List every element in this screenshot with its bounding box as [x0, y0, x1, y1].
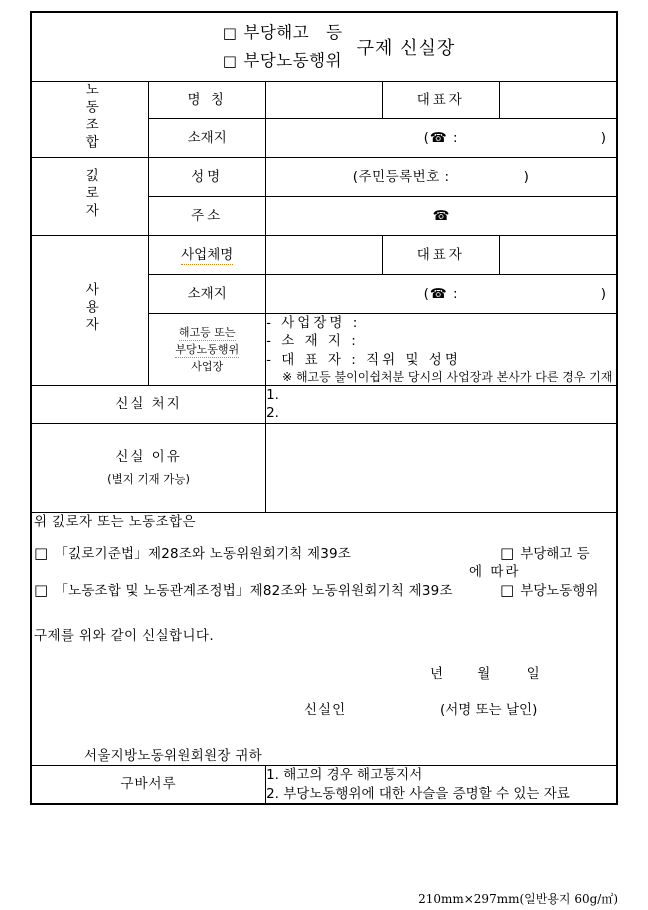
telephone-icon: ☎ [429, 130, 448, 147]
field-label-worker-name: 성명 [149, 158, 266, 197]
party-label-employer: 사용자 [32, 236, 149, 386]
declaration-option-label: 부당해고 등 [520, 545, 590, 562]
worksite-line-address: - 소 재 지 : [266, 333, 359, 350]
date-day-label: 일 [526, 665, 541, 682]
reason-row [32, 423, 616, 512]
paren-open: ( [423, 130, 430, 147]
party-label-worker: 긼로자 [32, 158, 149, 236]
section-label-purpose: 신실 처지 [32, 386, 266, 423]
law-reference-group [32, 543, 616, 617]
party-label-union: 노동조합 [32, 82, 149, 158]
declaration-row [32, 512, 616, 766]
section-label-reason [32, 423, 266, 512]
signature-or-seal-note[interactable]: (서명 또는 날인) [440, 702, 538, 719]
field-value-union-representative[interactable] [499, 82, 616, 119]
field-value-employer-worksite[interactable] [266, 314, 616, 386]
worksite-line-name: - 사업장명 : [266, 315, 361, 332]
purpose-row [32, 386, 616, 423]
paren-open: ( [423, 286, 430, 303]
purpose-item: 2. [266, 405, 279, 422]
checkbox-unchecked-icon[interactable]: □ [500, 543, 515, 562]
addressee-line: 서울지방노동위원회원장 귀하 [84, 748, 263, 765]
title-option-unfair-dismissal[interactable] [223, 22, 343, 44]
checkbox-unchecked-icon[interactable]: □ [34, 580, 49, 599]
title-option-group [223, 22, 343, 72]
resident-number-label: (주민등록번호 : [352, 169, 450, 186]
attachments-row [32, 766, 616, 803]
title-option-unfair-labor-practice[interactable] [223, 50, 343, 72]
union-name-row [32, 82, 616, 119]
section-value-reason[interactable] [266, 423, 616, 512]
employer-business-name-row [32, 236, 616, 275]
paper-size-note: 210mm×297mm(일반용지 60g/㎡) [418, 892, 618, 906]
title-option-label: 부당해고 등 [243, 23, 343, 43]
page-title: 구제 신실장 [356, 37, 456, 59]
worksite-label-line: 사업장 [191, 360, 224, 374]
field-label-worker-address: 주소 [149, 197, 266, 236]
worker-name-row [32, 158, 616, 197]
declaration-closing-text: 구제를 위와 같이 신실합니다. [34, 627, 215, 644]
field-value-employer-representative[interactable] [499, 236, 616, 275]
field-value-union-name[interactable] [266, 82, 383, 119]
reason-label-main: 신실 이유 [115, 448, 182, 465]
field-value-employer-address[interactable] [266, 275, 616, 314]
applicant-label: 신실인 [304, 702, 347, 719]
law-reference-text: 「노동조합 및 노동관계조정법」제82조와 노동위원회기칙 제39조 [54, 582, 453, 599]
worksite-note: ※ 해고등 불이이쉽처분 당시의 사업장과 본사가 다른 경우 기재 [282, 369, 613, 384]
date-line[interactable] [32, 665, 616, 683]
section-value-purpose[interactable] [266, 386, 616, 423]
field-label-employer-representative: 대표자 [382, 236, 499, 275]
field-value-worker-name[interactable] [266, 158, 616, 197]
declaration-block [32, 512, 616, 766]
colon: : [452, 286, 459, 303]
law-reference-text: 「긼로기준법」제28조와 노동위원회기칙 제39조 [54, 545, 352, 562]
checkbox-unchecked-icon[interactable]: □ [222, 51, 238, 70]
declaration-lead-text: 위 긼로자 또는 노동조합은 [34, 513, 196, 530]
section-label-attachments: 구바서루 [32, 766, 266, 803]
field-label-employer-business-name [149, 236, 266, 275]
declaration-option-label: 부당노동행위 [520, 582, 599, 599]
attachment-item: 1. 해고의 경우 해고통지서 [266, 767, 423, 784]
paren-close: ) [523, 169, 530, 186]
field-label-union-name: 명 칭 [149, 82, 266, 119]
field-label-union-representative: 대표자 [382, 82, 499, 119]
signature-line [32, 701, 616, 721]
application-form-table [30, 11, 618, 805]
spellcheck-underlined-text: 부당노동행위 [175, 343, 240, 357]
title-option-label: 부당노동행위 [243, 50, 343, 70]
field-label-employer-address: 소재지 [149, 275, 266, 314]
paren-close: ) [600, 130, 606, 147]
checkbox-unchecked-icon[interactable]: □ [222, 24, 238, 43]
purpose-item: 1. [266, 387, 279, 404]
section-value-attachments [266, 766, 616, 803]
field-value-worker-address[interactable] [266, 197, 616, 236]
colon: : [452, 130, 459, 147]
field-label-employer-worksite [149, 314, 266, 386]
spellcheck-underlined-text: 사업체명 [181, 247, 234, 264]
form-title-cell [32, 13, 616, 82]
checkbox-unchecked-icon[interactable]: □ [500, 580, 515, 599]
law-reference-row-dismissal[interactable] [34, 543, 351, 563]
spellcheck-underlined-text: 해고등 또는 [178, 326, 236, 340]
field-value-employer-business-name[interactable] [266, 236, 383, 275]
according-to-text: 에 따라 [469, 563, 521, 580]
date-year-label: 년 [430, 665, 445, 682]
date-month-label: 월 [477, 665, 492, 682]
telephone-icon: ☎ [432, 208, 450, 225]
field-value-union-address[interactable] [266, 119, 616, 158]
declaration-option-unfair-dismissal[interactable] [500, 543, 590, 563]
checkbox-unchecked-icon[interactable]: □ [34, 543, 49, 562]
title-row [32, 13, 616, 82]
reason-label-sub: (별지 기재 가능) [107, 471, 191, 486]
worksite-line-representative: - 대 표 자 : 직위 및 성명 [266, 351, 461, 368]
telephone-icon: ☎ [429, 286, 448, 303]
paren-close: ) [600, 286, 606, 303]
attachment-item: 2. 부당노동행위에 대한 사슬을 증명할 수 있는 자료 [266, 785, 570, 802]
declaration-option-unfair-labor-practice[interactable] [500, 580, 598, 600]
form-grid [32, 13, 616, 803]
law-reference-row-labor-practice[interactable] [34, 580, 453, 600]
field-label-union-address: 소재지 [149, 119, 266, 158]
